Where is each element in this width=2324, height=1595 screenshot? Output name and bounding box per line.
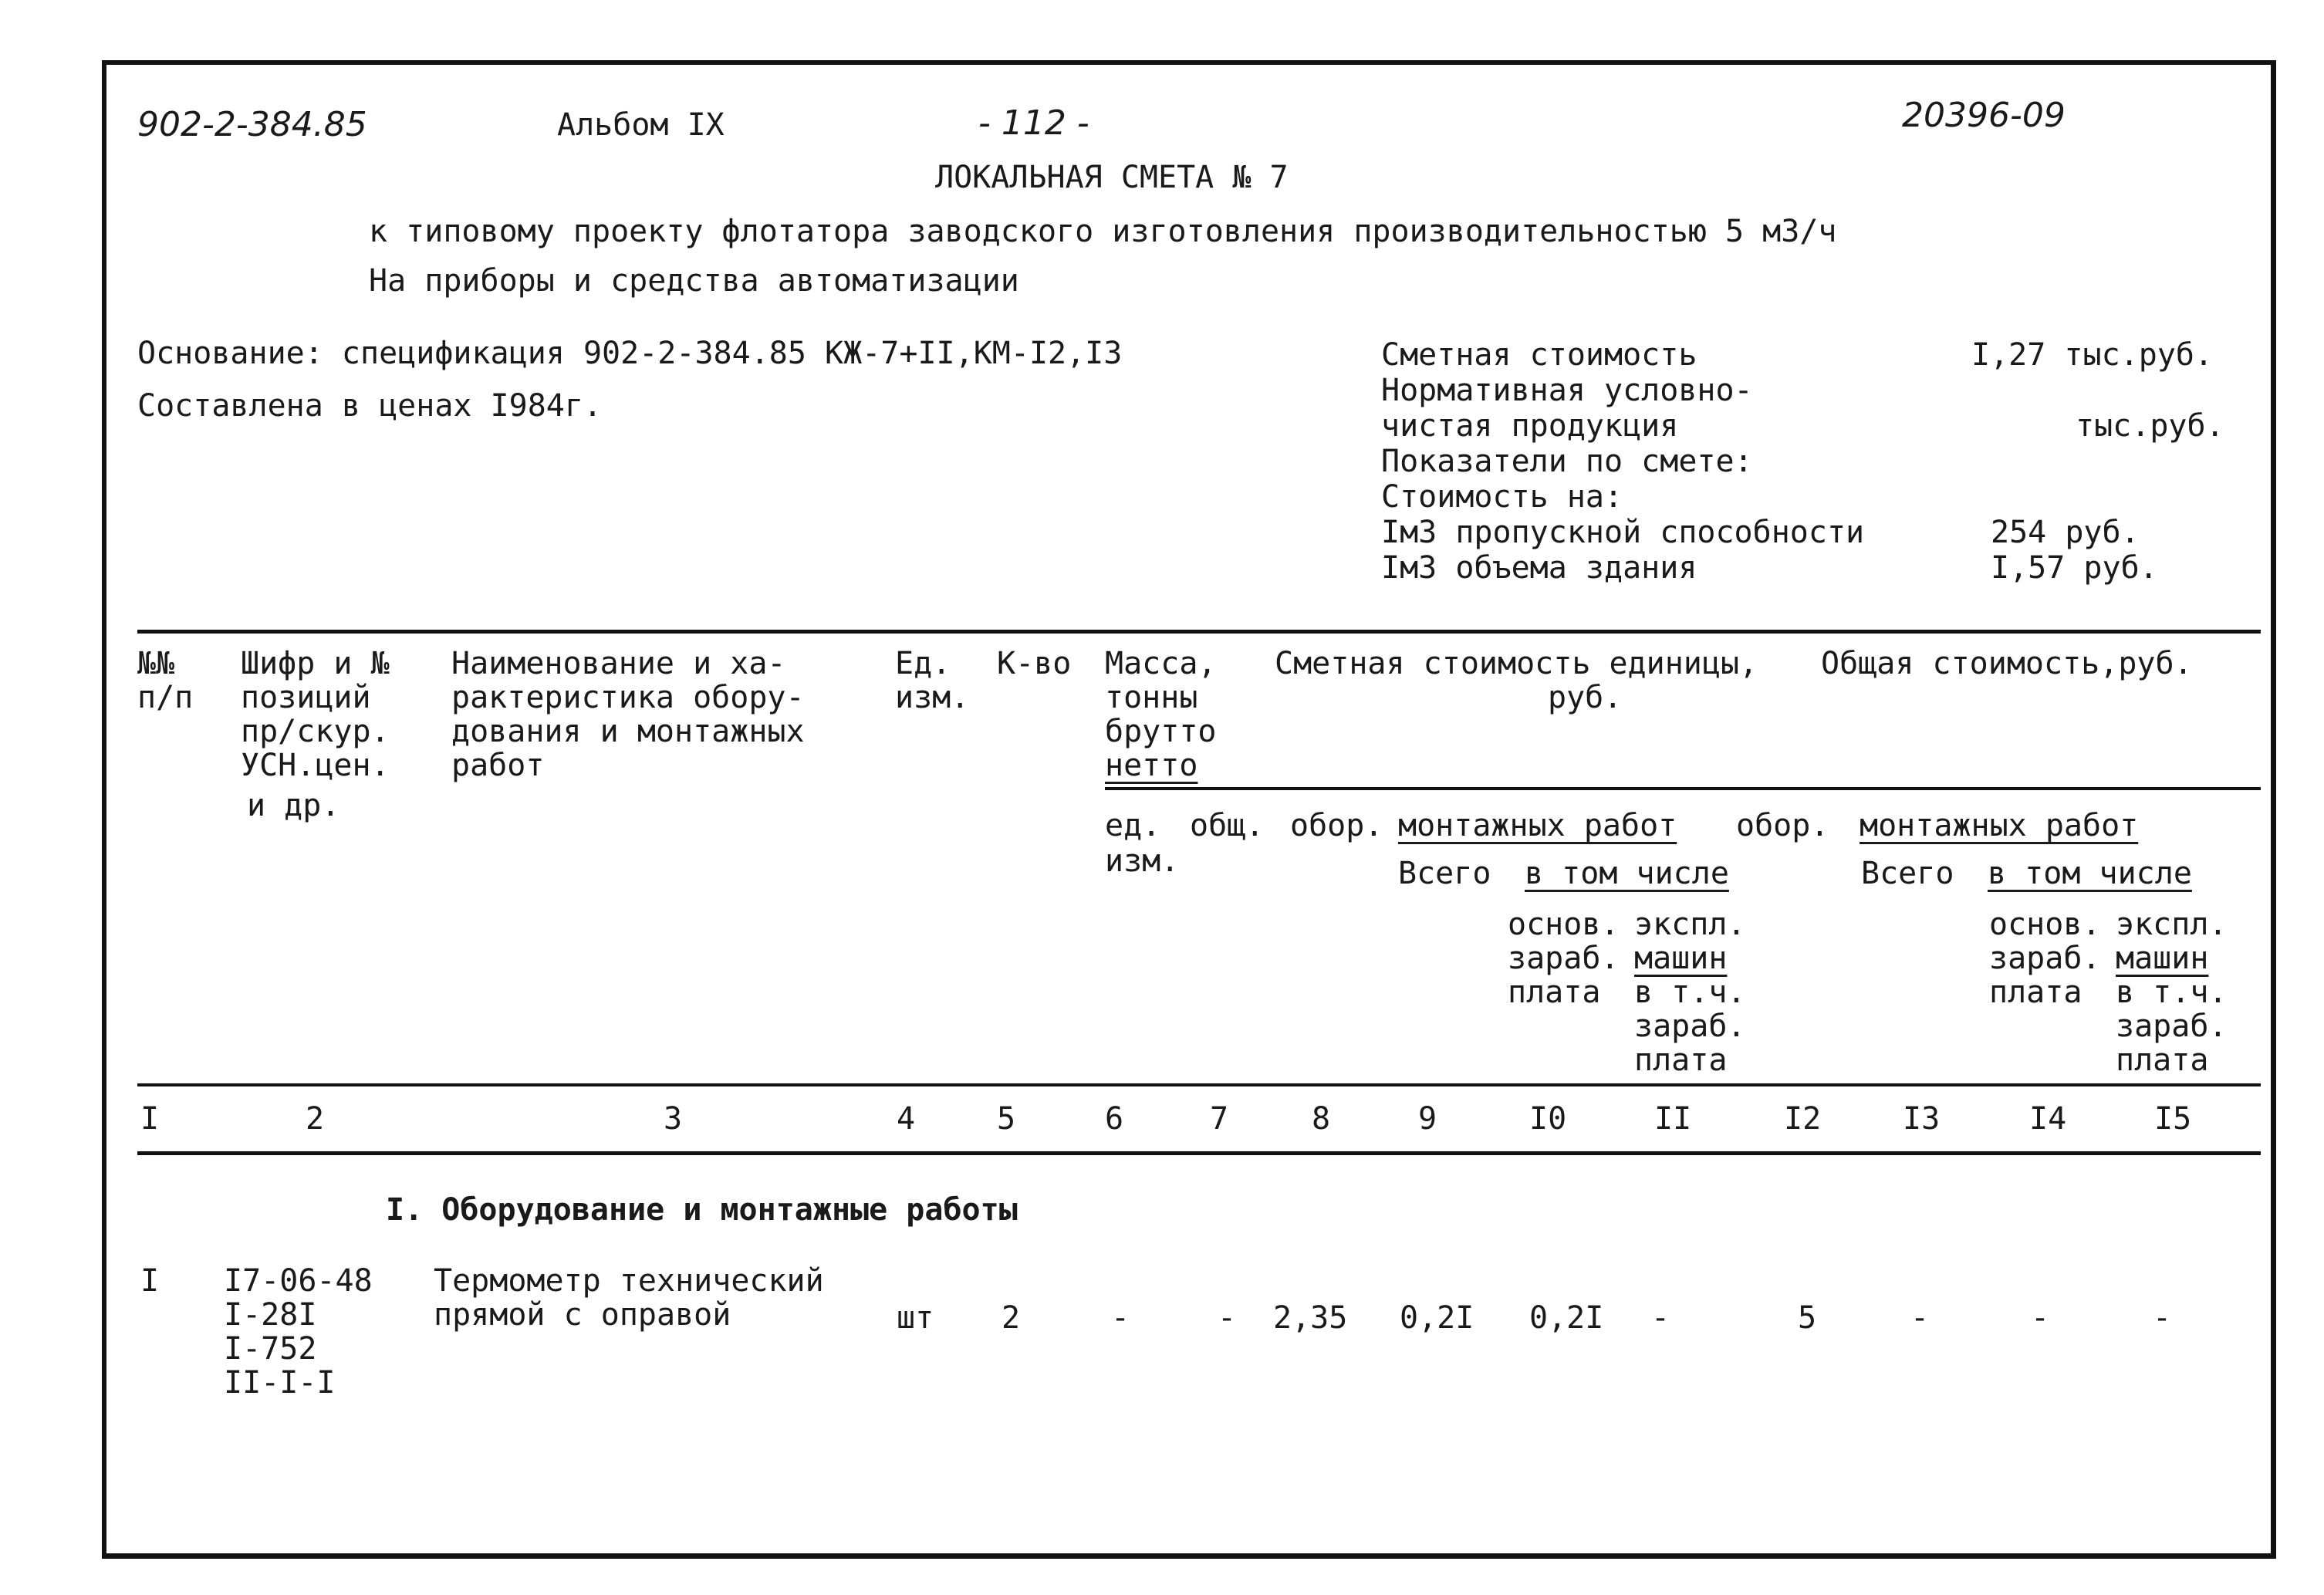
col-number-9: 9 (1418, 1101, 1437, 1137)
row-equip-cost: 2,35 (1273, 1300, 1348, 1336)
row-machine-2: - (2153, 1300, 2172, 1336)
machine2-label-4: зараб. (2116, 1009, 2228, 1044)
col-number-8: 8 (1312, 1101, 1331, 1137)
col-number-14: I4 (2029, 1101, 2067, 1137)
normative-value: тыс.руб. (2076, 408, 2224, 444)
row-install-total: 0,2I (1400, 1300, 1474, 1336)
col-header-unit-cost-rub: руб. (1548, 680, 1623, 715)
col-number-1: I (140, 1101, 160, 1137)
table-top-rule (137, 630, 2261, 634)
col-header-code-3: пр/скур. (241, 714, 390, 749)
col-header-name: Наименование и ха- (451, 646, 786, 681)
machine-label-5: плата (1634, 1042, 1728, 1078)
base-wage-label-3: плата (1508, 975, 1601, 1010)
normative-label-2: чистая продукция (1381, 408, 1679, 444)
machine2-label: экспл. (2116, 907, 2228, 942)
equip-label: обор. (1290, 808, 1383, 843)
mass-unit-label-2: изм. (1105, 843, 1180, 879)
base-wage2-label-3: плата (1989, 975, 2082, 1010)
base-wage2-label: основ. (1989, 907, 2101, 942)
prices-line: Составлена в ценах I984г. (137, 388, 603, 424)
base-wage2-label-2: зараб. (1989, 941, 2101, 976)
cost-per-label: Стоимость на: (1381, 479, 1623, 515)
machine-label-3: в т.ч. (1634, 975, 1746, 1010)
row-base-wage: 0,2I (1529, 1300, 1604, 1336)
incl-label: в том числе (1525, 856, 1729, 891)
total-label: Всего (1398, 856, 1491, 891)
col-header-mass: Масса, (1105, 646, 1217, 681)
row-base-wage-2: - (2031, 1300, 2050, 1336)
album-label: Альбом IX (557, 107, 725, 143)
page-number: - 112 - (978, 103, 1089, 143)
col-header-mass-4: нетто (1105, 748, 1198, 783)
machine2-label-2: машин (2116, 941, 2209, 976)
row-code-4: II-I-I (224, 1365, 336, 1401)
col-header-num: №№ (137, 646, 175, 681)
col-header-total-cost: Общая стоимость,руб. (1821, 646, 2193, 681)
col-number-7: 7 (1210, 1101, 1229, 1137)
row-num: I (140, 1263, 160, 1299)
col-header-mass-2: тонны (1105, 680, 1198, 715)
install-label: монтажных работ (1398, 808, 1677, 843)
throughput-value: 254 руб. (1991, 515, 2140, 550)
col-number-3: 3 (664, 1101, 683, 1137)
header-rule-4 (137, 1151, 2261, 1155)
mass-total-label: общ. (1190, 808, 1265, 843)
row-code-2: I-28I (224, 1297, 317, 1333)
header-rule-3 (137, 1083, 2261, 1086)
col-number-10: I0 (1529, 1101, 1567, 1137)
col-header-mass-3: брутто (1105, 714, 1217, 749)
row-name-1: Термометр технический (434, 1263, 824, 1299)
col-header-unit-2: изм. (895, 680, 970, 715)
col-header-code-5: и др. (247, 788, 340, 823)
col-header-num-2: п/п (137, 680, 194, 715)
estimated-cost-value: I,27 тыс.руб. (1971, 337, 2214, 373)
document-title: ЛОКАЛЬНАЯ СМЕТА № 7 (935, 160, 1289, 195)
basis-line: Основание: спецификация 902-2-384.85 КЖ-7+II,КМ-I2,I3 (137, 336, 1123, 371)
col-header-name-4: работ (451, 748, 545, 783)
throughput-label: Iм3 пропускной способности (1381, 515, 1865, 550)
col-header-unit-cost: Сметная стоимость единицы, (1275, 646, 1758, 681)
row-mass-total: - (1218, 1300, 1237, 1336)
machine-label-4: зараб. (1634, 1009, 1746, 1044)
indicators-label: Показатели по смете: (1381, 444, 1753, 479)
col-header-code: Шифр и № (241, 646, 390, 681)
col-header-code-2: позиций (241, 680, 371, 715)
mass-unit-label: ед. (1105, 808, 1161, 843)
machine2-label-3: в т.ч. (2116, 975, 2228, 1010)
col-number-12: I2 (1784, 1101, 1822, 1137)
subtitle-scope: На приборы и средства автоматизации (369, 263, 1019, 299)
header-rule-2 (1105, 787, 2261, 790)
section-title: I. Оборудование и монтажные работы (386, 1192, 1018, 1228)
col-number-13: I3 (1903, 1101, 1941, 1137)
col-header-unit: Ед. (895, 646, 951, 681)
col-number-6: 6 (1105, 1101, 1124, 1137)
col-number-15: I5 (2154, 1101, 2192, 1137)
row-unit: шт (897, 1300, 934, 1336)
subtitle-project: к типовому проекту флотатора заводского изготовления производительностью 5 м3/ч (369, 214, 1837, 249)
machine-label-2: машин (1634, 941, 1728, 976)
col-number-2: 2 (306, 1101, 325, 1137)
total-label-2: Всего (1861, 856, 1954, 891)
row-equip-total: 5 (1798, 1300, 1817, 1336)
install-label-2: монтажных работ (1860, 808, 2139, 843)
col-header-code-4: УСН.цен. (241, 748, 390, 783)
doc-number: 20396-09 (1902, 96, 2066, 135)
base-wage-label-2: зараб. (1508, 941, 1620, 976)
row-machine: - (1651, 1300, 1670, 1336)
row-qty: 2 (1002, 1300, 1021, 1336)
row-mass-unit: - (1111, 1300, 1130, 1336)
estimated-cost-label: Сметная стоимость (1381, 337, 1697, 373)
col-header-qty: К-во (997, 646, 1072, 681)
machine2-label-5: плата (2116, 1042, 2209, 1078)
row-name-2: прямой с оправой (434, 1297, 731, 1333)
col-header-name-3: дования и монтажных (451, 714, 805, 749)
incl-label-2: в том числе (1988, 856, 2192, 891)
building-volume-label: Iм3 объема здания (1381, 550, 1697, 586)
col-number-11: II (1654, 1101, 1692, 1137)
project-code: 902-2-384.85 (137, 105, 367, 144)
machine-label: экспл. (1634, 907, 1746, 942)
equip-label-2: обор. (1736, 808, 1829, 843)
col-header-name-2: рактеристика обору- (451, 680, 805, 715)
row-install-total-2: - (1910, 1300, 1930, 1336)
base-wage-label: основ. (1508, 907, 1620, 942)
col-number-5: 5 (997, 1101, 1016, 1137)
col-number-4: 4 (897, 1101, 916, 1137)
row-code-3: I-752 (224, 1331, 317, 1367)
row-code-1: I7-06-48 (224, 1263, 373, 1299)
normative-label-1: Нормативная условно- (1381, 373, 1753, 408)
building-volume-value: I,57 руб. (1991, 550, 2158, 586)
